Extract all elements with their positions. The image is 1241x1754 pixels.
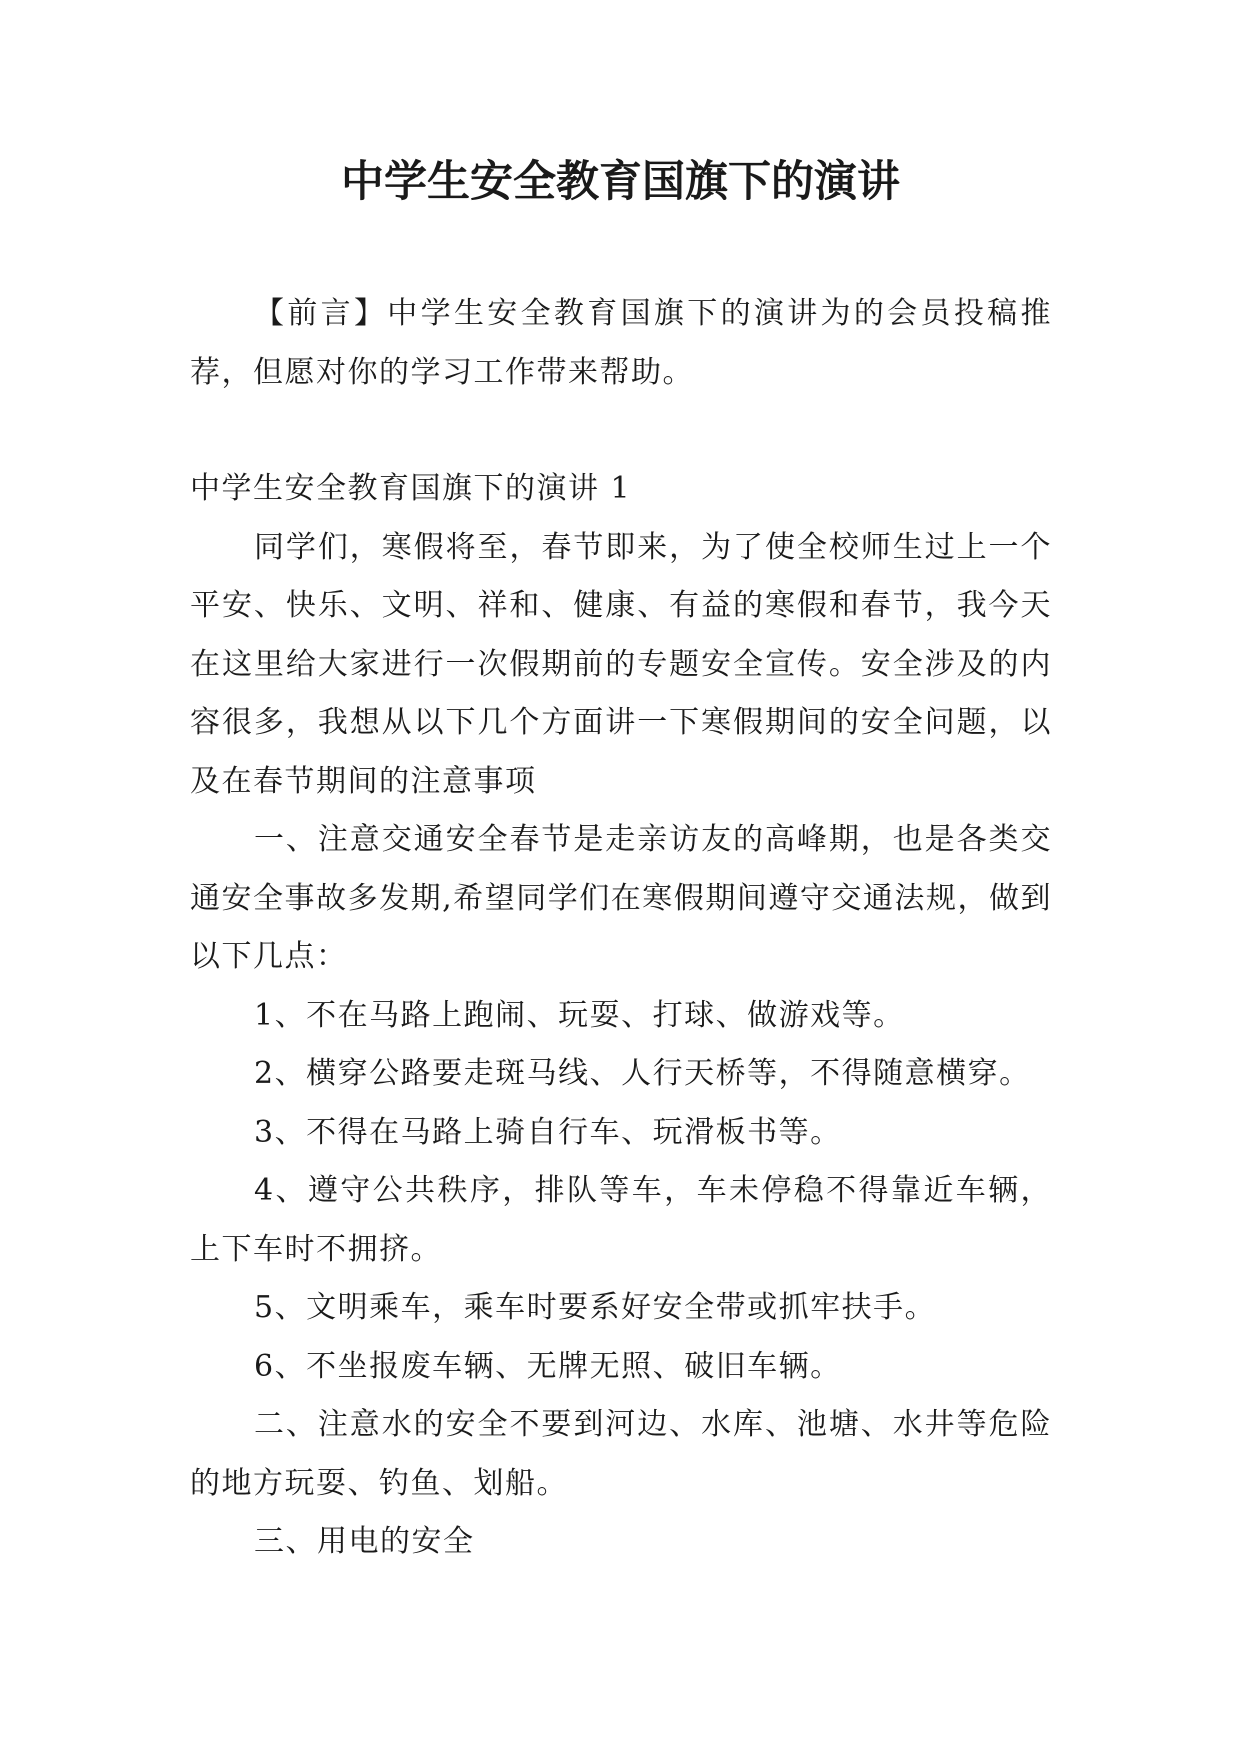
list-item: 3、不得在马路上骑自行车、玩滑板书等。 — [254, 1114, 842, 1150]
body-paragraph: 一、注意交通安全春节是走亲访友的高峰期，也是各类交通安全事故多发期,希望同学们在寒假期间遵守交通法规，做到以下几点： — [190, 822, 1052, 974]
body-paragraph: 三、用电的安全 — [254, 1524, 475, 1559]
section-heading: 中学生安全教育国旗下的演讲 1 — [190, 471, 632, 506]
document-body — [190, 285, 1052, 1572]
preface-paragraph: 【前言】中学生安全教育国旗下的演讲为的会员投稿推荐，但愿对你的学习工作带来帮助。 — [190, 296, 1052, 390]
body-paragraph: 二、注意水的安全不要到河边、水库、池塘、水井等危险的地方玩耍、钓鱼、划船。 — [190, 1407, 1052, 1501]
list-item: 1、不在马路上跑闹、玩耍、打球、做游戏等。 — [254, 997, 905, 1033]
list-item: 5、文明乘车，乘车时要系好安全带或抓牢扶手。 — [254, 1290, 937, 1325]
list-item: 4、遵守公共秩序，排队等车，车未停稳不得靠近车辆，上下车时不拥挤。 — [190, 1173, 1052, 1267]
list-item: 2、横穿公路要走斑马线、人行天桥等，不得随意横穿。 — [254, 1056, 1031, 1091]
list-item: 6、不坐报废车辆、无牌无照、破旧车辆。 — [254, 1348, 842, 1384]
document-title: 中学生安全教育国旗下的演讲 — [341, 157, 900, 207]
body-paragraph: 同学们，寒假将至，春节即来，为了使全校师生过上一个平安、快乐、文明、祥和、健康、有益的寒假和春节，我今天在这里给大家进行一次假期前的专题安全宣传。安全涉及的内容很多，我想从以下几个方面讲一下寒假期间的安全问题，以及在春节期间的注意事项 — [190, 529, 1052, 799]
